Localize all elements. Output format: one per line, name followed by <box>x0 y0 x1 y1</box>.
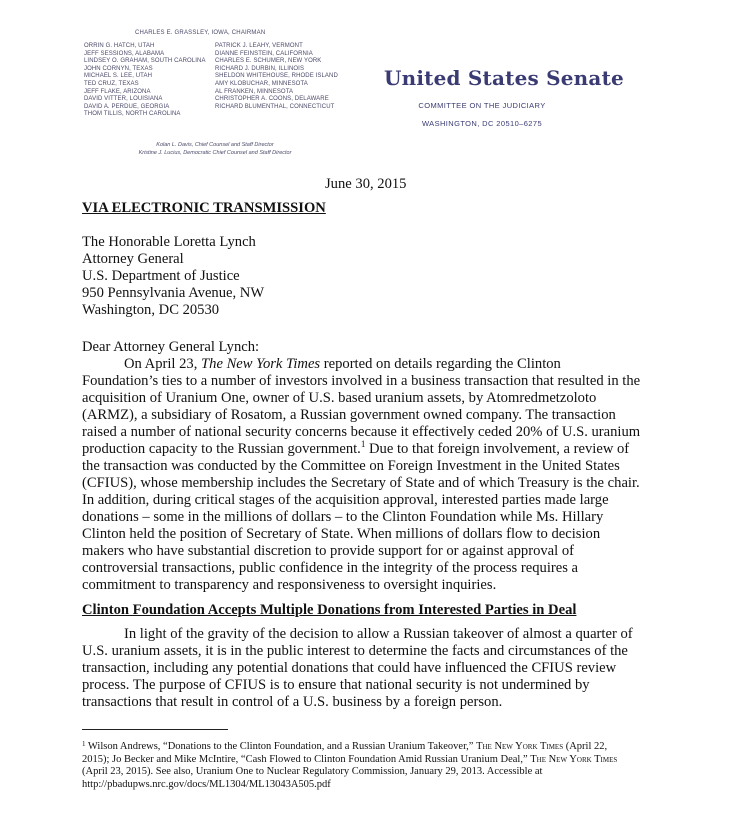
member-name: TED CRUZ, TEXAS <box>84 80 139 87</box>
paragraph-line: donations – some in the millions of dollars – to the Clinton Foundation while Ms. Hillary <box>82 509 604 525</box>
publication-title: The New York Times <box>201 356 321 372</box>
member-name: AMY KLOBUCHAR, MINNESOTA <box>215 80 308 87</box>
member-name: JEFF FLAKE, ARIZONA <box>84 88 151 95</box>
committee-address: WASHINGTON, DC 20510–6275 <box>421 119 543 128</box>
footnote-divider <box>82 729 228 730</box>
member-name: RICHARD BLUMENTHAL, CONNECTICUT <box>215 103 335 110</box>
recipient-street: 950 Pennsylvania Avenue, NW <box>82 285 265 301</box>
paragraph-line: In light of the gravity of the decision to allow a Russian takeover of almost a quarter of <box>124 626 633 642</box>
minority-members-list <box>215 43 338 111</box>
paragraph-line: U.S. uranium assets, it is in the public interest to determine the facts and circumstances of the <box>82 643 628 659</box>
footnote-reference: 1 <box>360 439 366 450</box>
text-run: reported on details regarding the Clinton <box>320 356 561 372</box>
member-name: DAVID A. PERDUE, GEORGIA <box>84 103 170 110</box>
staff-line: Kristine J. Lucius, Democratic Chief Counsel and Staff Director <box>138 150 292 156</box>
member-name: DIANNE FEINSTEIN, CALIFORNIA <box>215 50 313 57</box>
staff-line: Kolan L. Davis, Chief Counsel and Staff Director <box>156 142 274 148</box>
footnote-url: http://pbadupws.nrc.gov/docs/ML1304/ML13043A505.pdf <box>82 778 331 790</box>
text-run: On April 23, <box>124 356 202 372</box>
section-heading: Clinton Foundation Accepts Multiple Donations from Interested Parties in Deal <box>82 602 577 618</box>
paragraph-line <box>82 441 662 458</box>
publication-title: The New York Times <box>530 753 618 765</box>
paragraph-line: (CFIUS), whose membership includes the Secretary of State and of which Treasury is the chair. <box>82 475 640 491</box>
member-name: PATRICK J. LEAHY, VERMONT <box>215 43 303 49</box>
footnote-line <box>82 738 662 754</box>
paragraph-line: Clinton held the position of Secretary of State. When millions of dollars flow to decision <box>82 526 601 542</box>
paragraph-line: commitment to transparency and responsiveness to oversight inquiries. <box>82 577 497 593</box>
majority-members-list <box>84 43 206 119</box>
member-name: JEFF SESSIONS, ALABAMA <box>84 50 165 57</box>
paragraph-line: the transaction was conducted by the Committee on Foreign Investment in the United States <box>82 458 620 474</box>
paragraph-line: Foundation’s ties to a number of investors involved in a business transaction that resulted in the <box>82 373 641 389</box>
paragraph-line: raised a number of national security concerns because it effectively ceded 20% of U.S. uranium <box>82 424 641 440</box>
footnote-line: (April 23, 2015). See also, Uranium One to Nuclear Regulatory Commission, January 29, 2013. Accessible at <box>82 766 543 778</box>
member-name: SHELDON WHITEHOUSE, RHODE ISLAND <box>215 73 338 80</box>
footnote-number: 1 <box>82 740 86 748</box>
staff-directors <box>105 141 325 157</box>
paragraph-line: makers who have substantial discretion to provide support for or against approval of <box>82 543 575 559</box>
text-run: Wilson Andrews, “Donations to the Clinton Foundation, and a Russian Uranium Takeover,” <box>85 741 477 752</box>
footnote <box>82 738 662 791</box>
paragraph-line: controversial transactions, public confidence in the integrity of the process requires a <box>82 560 579 576</box>
footnote-line <box>82 754 662 767</box>
letter-date: June 30, 2015 <box>325 176 407 192</box>
paragraph-line: transaction, including any potential donations that could have influenced the CFIUS review <box>82 660 617 676</box>
publication-title: The New York Times <box>476 741 564 752</box>
recipient-address <box>82 234 264 319</box>
member-name: DAVID VITTER, LOUISIANA <box>84 96 163 103</box>
text-run: Due to that foreign involvement, a review of <box>365 441 630 457</box>
salutation: Dear Attorney General Lynch: <box>82 339 260 355</box>
member-name: MICHAEL S. LEE, UTAH <box>84 73 153 80</box>
member-name: CHARLES E. SCHUMER, NEW YORK <box>215 58 322 65</box>
paragraph-line: (ARMZ), a subsidiary of Rosatom, a Russian government owned company. The transaction <box>82 407 616 423</box>
member-name: ORRIN G. HATCH, UTAH <box>84 43 155 49</box>
paragraph-line <box>82 356 662 373</box>
committee-name: COMMITTEE ON THE JUDICIARY <box>418 101 546 110</box>
member-name: CHRISTOPHER A. COONS, DELAWARE <box>215 96 329 103</box>
text-run: production capacity to the Russian government. <box>82 441 361 457</box>
member-name: AL FRANKEN, MINNESOTA <box>215 88 294 95</box>
transmission-method: VIA ELECTRONIC TRANSMISSION <box>82 200 326 216</box>
text-run: 2015); Jo Becker and Mike McIntire, “Cash Flowed to Clinton Foundation Amid Russian Uranium Deal,” <box>82 753 531 765</box>
member-name: JOHN CORNYN, TEXAS <box>84 65 153 72</box>
recipient-name: The Honorable Loretta Lynch <box>82 234 256 250</box>
paragraph-2 <box>82 626 662 711</box>
member-name: RICHARD J. DURBIN, ILLINOIS <box>215 65 305 72</box>
paragraph-line: In addition, during critical stages of the acquisition approval, interested parties made large <box>82 492 609 508</box>
senate-title: United States Senate <box>384 66 624 90</box>
text-run: (April 22, <box>563 741 608 752</box>
recipient-title: Attorney General <box>82 251 184 267</box>
paragraph-1 <box>82 356 662 594</box>
member-name: THOM TILLIS, NORTH CAROLINA <box>84 111 181 118</box>
recipient-department: U.S. Department of Justice <box>82 268 240 284</box>
paragraph-line: process. The purpose of CFIUS is to ensure that national security is not undermined by <box>82 677 590 693</box>
chairman-line: CHARLES E. GRASSLEY, IOWA, CHAIRMAN <box>135 30 266 36</box>
paragraph-line: acquisition of Uranium One, owner of U.S. based uranium assets, by Atomredmetzoloto <box>82 390 597 406</box>
recipient-city: Washington, DC 20530 <box>82 302 220 318</box>
member-name: LINDSEY O. GRAHAM, SOUTH CAROLINA <box>84 58 206 65</box>
paragraph-line: transactions that result in control of a U.S. business by a foreign person. <box>82 694 503 710</box>
